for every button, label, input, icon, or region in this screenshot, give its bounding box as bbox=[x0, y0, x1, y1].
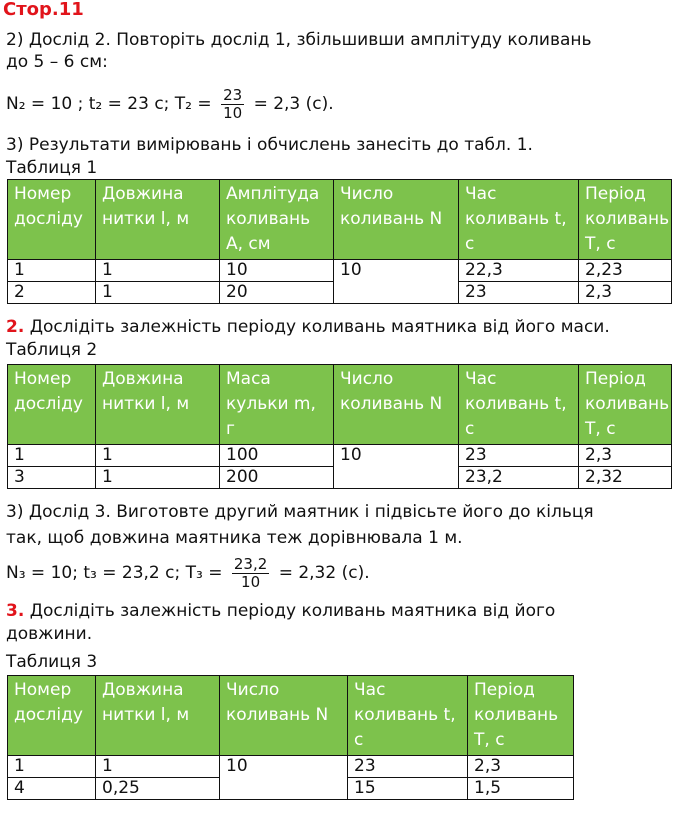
table3-header-cell: Число коливань N bbox=[220, 676, 348, 756]
table1-cell: 1 bbox=[96, 282, 220, 304]
table-row bbox=[8, 260, 672, 282]
table2-cell: 2,3 bbox=[579, 445, 672, 467]
table1-cell: 2,23 bbox=[579, 260, 672, 282]
table-row bbox=[8, 756, 574, 778]
task3-text-line-2: довжини. bbox=[6, 624, 93, 644]
table1-header-cell: Номер досліду bbox=[8, 180, 96, 260]
table2-cell: 100 bbox=[220, 445, 334, 467]
table1-header-cell: Довжина нитки l, м bbox=[96, 180, 220, 260]
table3-cell: 2,3 bbox=[468, 756, 574, 778]
table-1 bbox=[7, 179, 672, 304]
table1-cell: 22,3 bbox=[459, 260, 579, 282]
table3-header-row bbox=[8, 676, 574, 756]
table2-header-cell: Номер досліду bbox=[8, 365, 96, 445]
table3-cell: 1 bbox=[96, 756, 220, 778]
table1-cell: 23 bbox=[459, 282, 579, 304]
table3-header-cell: Період коливань T, с bbox=[468, 676, 574, 756]
table2-caption: Таблиця 2 bbox=[6, 340, 98, 360]
task2-number: 2. bbox=[6, 317, 25, 337]
formula-2-numerator: 23,2 bbox=[233, 554, 268, 573]
table3-header-cell: Довжина нитки l, м bbox=[96, 676, 220, 756]
table1-cell: 2,3 bbox=[579, 282, 672, 304]
formula-1-suffix: = 2,3 (с). bbox=[253, 94, 334, 114]
table2-cell: 1 bbox=[96, 467, 220, 489]
table2-cell: 3 bbox=[8, 467, 96, 489]
table2-cell: 23,2 bbox=[459, 467, 579, 489]
formula-1-fraction bbox=[221, 87, 244, 122]
table2-header-cell: Число коливань N bbox=[334, 365, 459, 445]
table1-cell: 1 bbox=[96, 260, 220, 282]
task3-number: 3. bbox=[6, 601, 25, 621]
table1-cell-count: 10 bbox=[334, 260, 459, 304]
intro-line-2: до 5 – 6 см: bbox=[6, 52, 108, 72]
table1-cell: 10 bbox=[220, 260, 334, 282]
table2-cell: 1 bbox=[96, 445, 220, 467]
exp3-line-2: так, щоб довжина маятника теж дорівнювала 1 м. bbox=[6, 528, 463, 548]
formula-1-prefix: N₂ = 10 ; t₂ = 23 с; T₂ = bbox=[6, 94, 212, 114]
table1-cell: 20 bbox=[220, 282, 334, 304]
table3-cell: 1,5 bbox=[468, 778, 574, 800]
table2-header-row bbox=[8, 365, 672, 445]
table2-cell-count: 10 bbox=[334, 445, 459, 489]
table-3 bbox=[7, 675, 574, 800]
formula-1-numerator: 23 bbox=[223, 85, 243, 104]
formula-2-prefix: N₃ = 10; t₃ = 23,2 с; T₃ = bbox=[6, 563, 223, 583]
table-row bbox=[8, 445, 672, 467]
table2-cell: 200 bbox=[220, 467, 334, 489]
formula-2-fraction bbox=[232, 556, 269, 591]
table3-cell: 1 bbox=[8, 756, 96, 778]
formula-2-denominator: 10 bbox=[241, 572, 261, 591]
table1-header-cell: Амплітуда коливань А, см bbox=[220, 180, 334, 260]
table3-cell: 4 bbox=[8, 778, 96, 800]
formula-2 bbox=[6, 553, 370, 593]
formula-2-suffix: = 2,32 (с). bbox=[278, 563, 370, 583]
table3-cell: 15 bbox=[348, 778, 468, 800]
formula-1 bbox=[6, 84, 334, 124]
table1-header-cell: Період коливань T, с bbox=[579, 180, 672, 260]
task3-heading bbox=[6, 601, 555, 621]
table2-cell: 1 bbox=[8, 445, 96, 467]
table1-cell: 1 bbox=[8, 260, 96, 282]
table3-header-cell: Номер досліду bbox=[8, 676, 96, 756]
table3-cell: 0,25 bbox=[96, 778, 220, 800]
table2-cell: 2,32 bbox=[579, 467, 672, 489]
table2-header-cell: Період коливань T, с bbox=[579, 365, 672, 445]
table2-header-cell: Час коливань t, с bbox=[459, 365, 579, 445]
intro-line-1: 2) Дослід 2. Повторіть дослід 1, збільшивши амплітуду коливань bbox=[6, 30, 592, 50]
table2-header-cell: Довжина нитки l, м bbox=[96, 365, 220, 445]
table1-caption: Таблиця 1 bbox=[6, 158, 98, 178]
table2-cell: 23 bbox=[459, 445, 579, 467]
formula-1-denominator: 10 bbox=[223, 103, 243, 122]
exp3-line-1: 3) Дослід 3. Виготовте другий маятник і підвісьте його до кільця bbox=[6, 502, 594, 522]
step3-text: 3) Результати вимірювань і обчислень занесіть до табл. 1. bbox=[6, 135, 533, 155]
table1-cell: 2 bbox=[8, 282, 96, 304]
table1-header-cell: Число коливань N bbox=[334, 180, 459, 260]
task3-text-line-1: Дослідіть залежність періоду коливань маятника від його bbox=[29, 601, 556, 621]
table3-cell: 23 bbox=[348, 756, 468, 778]
table2-header-cell: Маса кульки m, г bbox=[220, 365, 334, 445]
table1-header-row bbox=[8, 180, 672, 260]
task2-text: Дослідіть залежність періоду коливань маятника від його маси. bbox=[29, 317, 610, 337]
page-number: Стор.11 bbox=[3, 0, 84, 20]
task2-heading bbox=[6, 317, 610, 337]
table3-header-cell: Час коливань t, с bbox=[348, 676, 468, 756]
table1-header-cell: Час коливань t, с bbox=[459, 180, 579, 260]
table-2 bbox=[7, 364, 672, 489]
table3-cell-count: 10 bbox=[220, 756, 348, 800]
table3-caption: Таблиця 3 bbox=[6, 652, 98, 672]
